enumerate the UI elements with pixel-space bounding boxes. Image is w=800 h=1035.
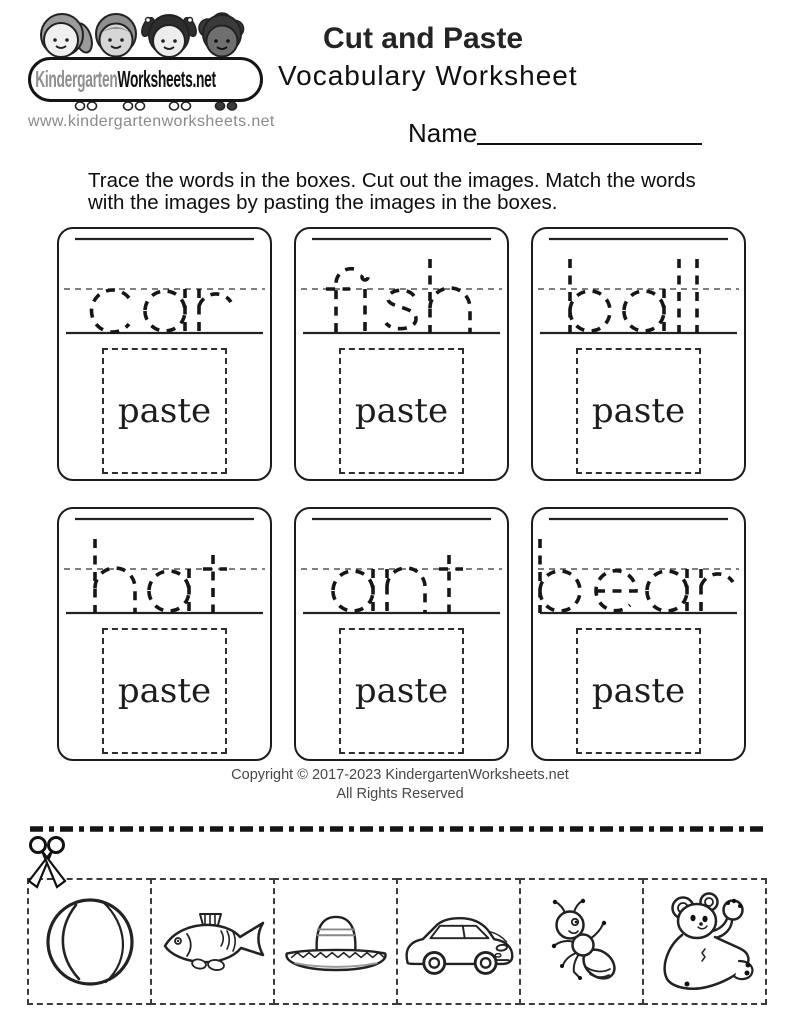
website-url: www.kindergartenworksheets.net	[28, 113, 275, 130]
cutout-cell-fish	[150, 878, 275, 1005]
paste-label: paste	[591, 391, 686, 431]
paste-box	[576, 628, 701, 754]
copyright-line: Copyright © 2017-2023 KindergartenWorksheets.net	[231, 767, 569, 783]
word-card-car	[57, 227, 272, 481]
sombrero-hat-picture	[280, 908, 392, 976]
ant-picture	[543, 898, 621, 986]
instructions-line2: with the images by pasting the images in the boxes.	[88, 190, 558, 214]
cut-out-strip	[27, 878, 767, 1005]
rights-line: All Rights Reserved	[336, 785, 464, 802]
logo-text	[31, 66, 216, 93]
traced-word-hat	[59, 509, 270, 621]
traced-word-car	[59, 229, 270, 341]
name-row	[408, 118, 702, 149]
paste-box	[102, 348, 227, 474]
logo-badge	[28, 57, 263, 102]
car-picture	[400, 907, 518, 977]
name-blank-line	[477, 143, 702, 145]
word-card-bear	[531, 507, 746, 761]
cutout-cell-ant	[519, 878, 644, 1005]
paste-label: paste	[117, 391, 212, 431]
traced-word-fish	[296, 229, 507, 341]
instructions-text	[88, 170, 696, 213]
paste-label: paste	[354, 391, 449, 431]
paste-label: paste	[591, 671, 686, 711]
word-card-grid	[57, 227, 746, 761]
paste-box	[102, 628, 227, 754]
paste-box	[339, 348, 464, 474]
worksheet-subtitle: Vocabulary Worksheet	[278, 60, 578, 91]
paste-box	[339, 628, 464, 754]
traced-word-ball	[533, 229, 744, 341]
cut-here-line	[28, 823, 768, 835]
traced-word-bear	[533, 509, 744, 621]
paste-label: paste	[354, 671, 449, 711]
ball-picture	[42, 894, 138, 990]
cutout-cell-bear	[642, 878, 767, 1005]
paste-box	[576, 348, 701, 474]
copyright-block	[0, 766, 800, 803]
paste-label: paste	[117, 671, 212, 711]
cutout-cell-ball	[27, 878, 152, 1005]
scissors-icon	[24, 835, 70, 891]
logo-brand-part2: Worksheets.net	[117, 66, 216, 92]
worksheet-title: Cut and Paste	[322, 22, 524, 55]
logo-brand-part1: Kindergarten	[35, 66, 118, 92]
instructions-line1: Trace the words in the boxes. Cut out the images. Match the words	[88, 169, 696, 192]
cutout-cell-hat	[273, 878, 398, 1005]
word-card-ant	[294, 507, 509, 761]
bear-picture	[653, 891, 757, 993]
word-card-fish	[294, 227, 509, 481]
name-label: Name	[408, 118, 478, 148]
fish-picture	[157, 910, 269, 974]
traced-word-ant	[296, 509, 507, 621]
word-card-ball	[531, 227, 746, 481]
word-card-hat	[57, 507, 272, 761]
cutout-cell-car	[396, 878, 521, 1005]
